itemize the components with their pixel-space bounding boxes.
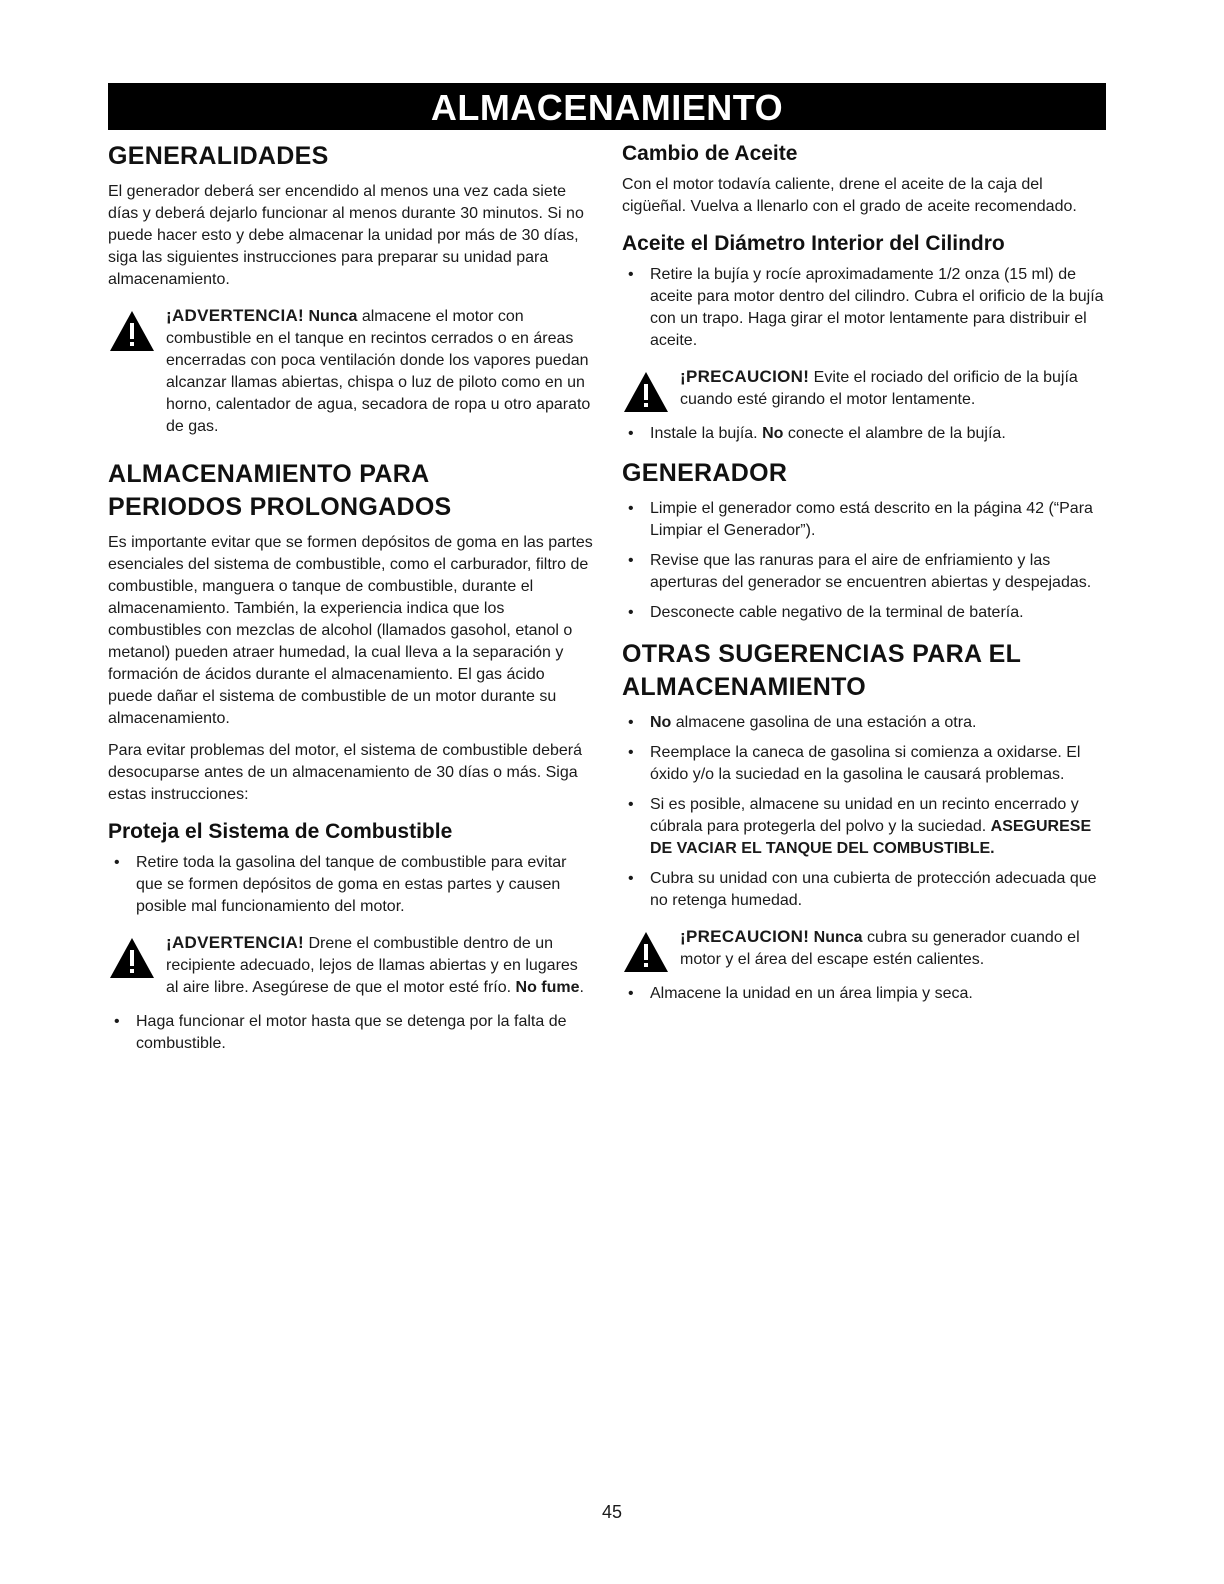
list-item: • Almacene la unidad en un área limpia y seca. xyxy=(628,985,973,1002)
list-item: • Reemplace la caneca de gasolina si comienza a oxidarse. El óxido y/o la suciedad en la gasolina le causará problemas. xyxy=(628,744,1081,783)
warning-strong: Nunca xyxy=(308,308,358,325)
otras-list xyxy=(622,712,1106,912)
caution-label: ¡PRECAUCION! xyxy=(680,367,810,386)
list-item: • Haga funcionar el motor hasta que se detenga por la falta de combustible. xyxy=(114,1013,567,1052)
warning-block-drain: ¡ADVERTENCIA! Drene el combustible dentro de un recipiente adecuado, lejos de llamas abiertas y en lugares al aire libre. Asegúrese de que el motor esté frío. No fume. xyxy=(108,932,593,999)
caution-block-cover xyxy=(622,926,1106,971)
warning-triangle-icon xyxy=(108,309,156,353)
otras-list-2 xyxy=(622,983,1106,1005)
subsection-title-cilindro: Aceite el Diámetro Interior del Cilindro xyxy=(622,232,1005,255)
warning-text: almacene el motor con combustible en el tanque en recintos cerrados o en áreas encerradas con poca ventilación donde los vapores puedan alcanzar llamas abiertas, chispa o luz de piloto como en un horno, calentador de agua, secadora de ropa u otro aparato de gas. xyxy=(166,308,591,435)
list-item: • Desconecte cable negativo de la terminal de batería. xyxy=(628,604,1024,621)
warning-strong: No fume xyxy=(515,979,580,996)
list-item: • Retire la bujía y rocíe aproximadamente 1/2 onza (15 ml) de aceite para motor dentro del cilindro. Cubra el orificio de la bujía con un trapo. Haga girar el motor lentamente para distribuir el aceite. xyxy=(628,266,1104,349)
subsection-title-proteja: Proteja el Sistema de Combustible xyxy=(108,820,453,843)
caution-label: ¡PRECAUCION! xyxy=(680,927,810,946)
proteja-list-2 xyxy=(108,1011,593,1055)
section-title-otras: OTRAS SUGERENCIAS PARA EL ALMACENAMIENTO xyxy=(622,640,1022,701)
cilindro-list xyxy=(622,264,1106,352)
generador-list xyxy=(622,498,1106,624)
proteja-list xyxy=(108,852,593,918)
caution-text: Evite el rociado del orificio de la bujía cuando esté girando el motor lentamente. xyxy=(680,369,1078,408)
generalidades-body: El generador deberá ser encendido al menos una vez cada siete días y deberá dejarlo funcionar al menos durante 30 minutos. Si no puede hacer esto y debe almacenar la unidad por más de 30 días, siga las siguientes instrucciones para preparar su unidad para almacenamiento. xyxy=(108,183,584,288)
list-item: • Si es posible, almacene su unidad en un recinto encerrado y cúbrala para protegerla del polvo y la suciedad. ASEGURESE DE VACIAR EL TANQUE DEL COMBUSTIBLE. xyxy=(628,796,1092,857)
page-banner: ALMACENAMIENTO xyxy=(108,83,1106,130)
list-item: • Instale la bujía. No conecte el alambre de la bujía. xyxy=(628,425,1006,442)
cambio-body: Con el motor todavía caliente, drene el aceite de la caja del cigüeñal. Vuelva a llenarlo con el grado de aceite recomendado. xyxy=(622,176,1077,215)
section-title-generalidades: GENERALIDADES xyxy=(108,142,329,170)
page-number: 45 xyxy=(601,1502,623,1522)
warning-block-storage xyxy=(108,305,593,438)
caution-text: cubra su generador cuando el motor y el área del escape estén calientes. xyxy=(680,929,1080,968)
warning-label: ¡ADVERTENCIA! xyxy=(166,306,305,325)
warning-triangle-icon xyxy=(108,936,156,980)
warning-triangle-icon xyxy=(622,370,670,414)
caution-strong: Nunca xyxy=(813,929,863,946)
warning-triangle-icon xyxy=(622,930,670,974)
prolongados-para1: Es importante evitar que se formen depósitos de goma en las partes esenciales del sistema de combustible, como el carburador, filtro de combustible, manguera o tanque de combustible, durante el almacenamiento. También, la experiencia indica que los combustibles con mezclas de alcohol (llamados gasohol, etanol o metanol) pueden atraer humedad, la cual lleva a la separación y formación de ácidos durante el almacenamiento. El gas ácido puede dañar el sistema de combustible de un motor durante su almacenamiento. xyxy=(108,534,593,727)
list-item: • Cubra su unidad con una cubierta de protección adecuada que no retenga humedad. xyxy=(628,870,1097,909)
caution-block-spark xyxy=(622,366,1106,411)
list-item: • Retire toda la gasolina del tanque de combustible para evitar que se formen depósitos de goma en estas partes y causen posible mal funcionamiento del motor. xyxy=(114,854,567,915)
section-title-prolongados: ALMACENAMIENTO PARA PERIODOS PROLONGADOS xyxy=(108,460,452,521)
subsection-title-cambio: Cambio de Aceite xyxy=(622,142,798,165)
right-column xyxy=(622,140,1106,1013)
list-item: • Limpie el generador como está descrito en la página 42 (“Para Limpiar el Generador”). xyxy=(628,500,1093,539)
warning-text: Drene el combustible dentro de un recipiente adecuado, lejos de llamas abiertas y en lugares al aire libre. Asegúrese de que el motor esté frío. xyxy=(166,935,578,996)
warning-label: ¡ADVERTENCIA! xyxy=(166,933,305,952)
left-column xyxy=(108,140,593,1063)
section-title-generador: GENERADOR xyxy=(622,459,788,487)
prolongados-para2: Para evitar problemas del motor, el sistema de combustible deberá desocuparse antes de un almacenamiento de 30 días o más. Siga estas instrucciones: xyxy=(108,742,583,803)
cilindro-list-2 xyxy=(622,423,1106,445)
list-item: • Revise que las ranuras para el aire de enfriamiento y las aperturas del generador se encuentren abiertas y despejadas. xyxy=(628,552,1092,591)
list-item: • No almacene gasolina de una estación a otra. xyxy=(628,714,977,731)
